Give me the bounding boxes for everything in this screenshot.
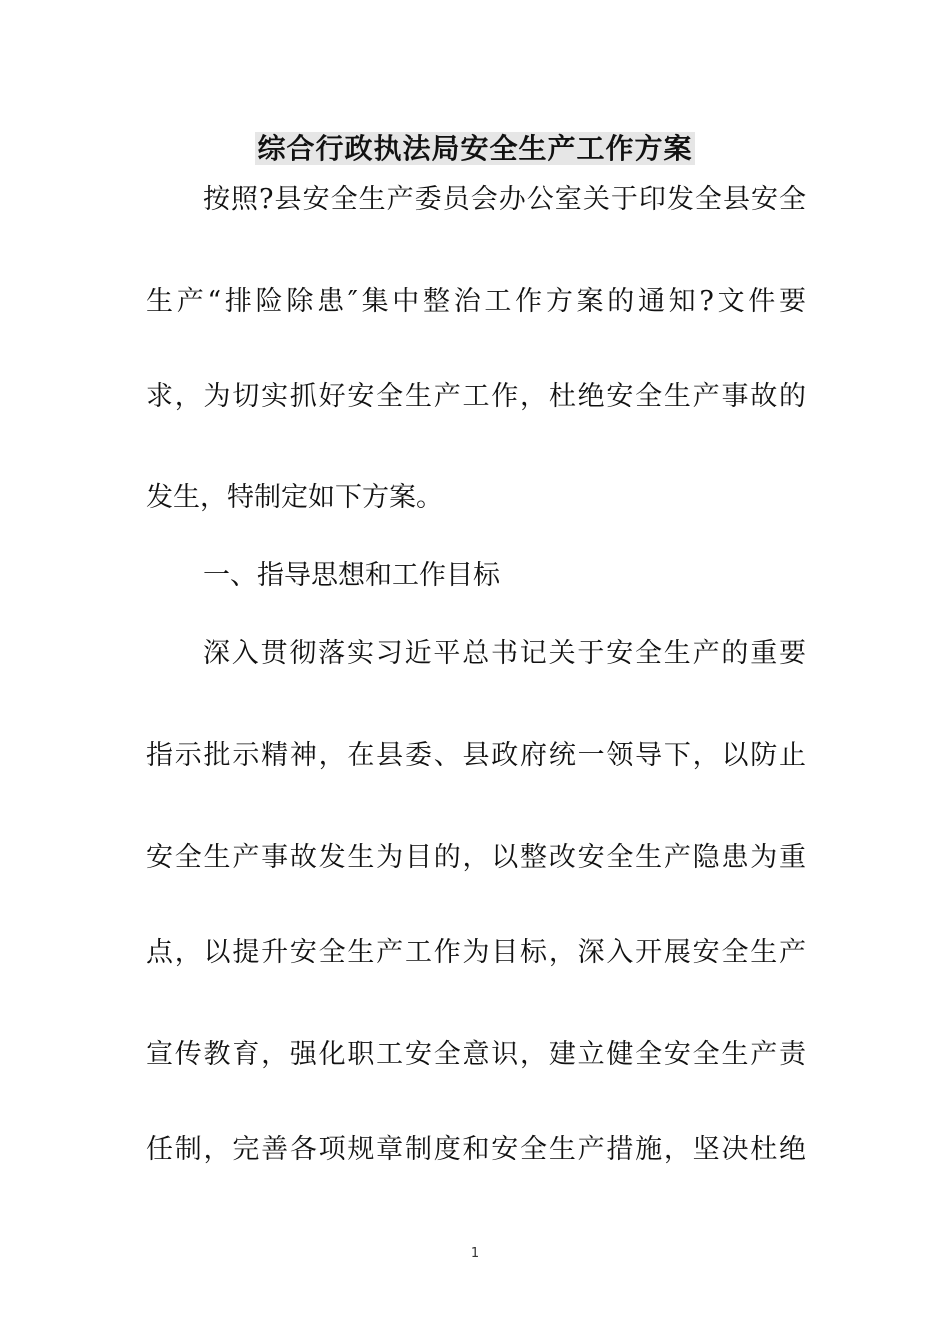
paragraph-line: 生产“排险除患″集中整治工作方案的通知?文件要 (146, 286, 806, 317)
section-heading: 一、指导思想和工作目标 (203, 560, 500, 591)
paragraph-line: 发生，特制定如下方案。 (146, 482, 443, 513)
paragraph-line: 求，为切实抓好安全生产工作，杜绝安全生产事故的 (146, 381, 806, 412)
paragraph-line: 宣传教育，强化职工安全意识，建立健全安全生产责 (146, 1039, 806, 1070)
paragraph-line: 安全生产事故发生为目的，以整改安全生产隐患为重 (146, 842, 806, 873)
paragraph-line: 指示批示精神，在县委、县政府统一领导下，以防止 (146, 740, 806, 771)
paragraph-line: 点，以提升安全生产工作为目标，深入开展安全生产 (146, 937, 806, 968)
paragraph-line: 任制，完善各项规章制度和安全生产措施，坚决杜绝 (146, 1134, 806, 1165)
page-number: 1 (470, 1246, 480, 1261)
paragraph-line: 按照?县安全生产委员会办公室关于印发全县安全 (203, 184, 806, 215)
document-title: 综合行政执法局安全生产工作方案 (257, 132, 693, 165)
paragraph-line: 深入贯彻落实习近平总书记关于安全生产的重要 (203, 638, 806, 669)
